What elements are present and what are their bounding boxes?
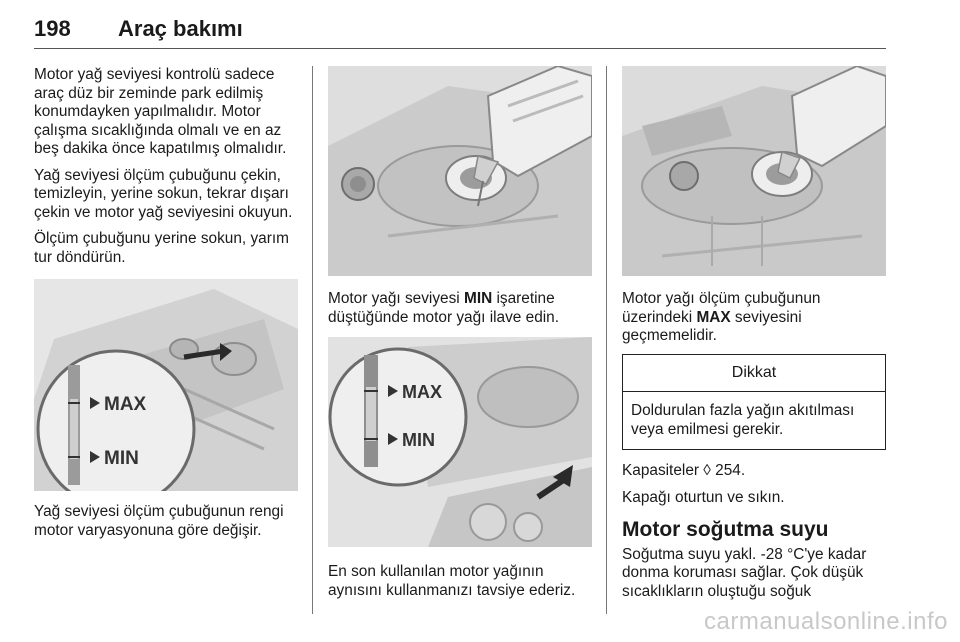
caution-title: Dikkat: [623, 355, 885, 393]
capacity-label: Kapasiteler: [622, 462, 699, 479]
max-label: MAX: [104, 394, 147, 415]
paragraph: [622, 290, 886, 346]
subheading: Motor soğutma suyu: [622, 518, 829, 541]
header-divider: [34, 48, 886, 49]
oil-fill-illustration: [328, 66, 592, 276]
caution-body: Doldurulan fazla yağın akıtılması veya emilmesi gerekir.: [631, 402, 855, 438]
capacity-reference: [622, 462, 886, 481]
min-emphasis: MIN: [464, 290, 493, 307]
min-label: MIN: [104, 448, 139, 469]
paragraph: Soğutma suyu yakl. -28 °C'ye kadar donma koruması sağlar. Çok düşük sıcaklıkların oluştuğu soğuk: [622, 545, 867, 600]
max-label: MAX: [402, 382, 442, 402]
paragraph: [328, 290, 594, 327]
figure-caption: Yağ seviyesi ölçüm çubuğunun rengi motor varyasyonuna göre değişir.: [34, 503, 284, 539]
column-divider: [606, 66, 607, 614]
text-run: işaretine düştüğünde motor yağı ilave edin.: [328, 290, 560, 326]
watermark: carmanualsonline.info: [704, 608, 948, 635]
paragraph: Yağ seviyesi ölçüm çubuğunu çekin, temizleyin, yerine sokun, tekrar dışarı çekin ve motor yağ seviyesini okuyun.: [34, 166, 293, 221]
section-title: Araç bakımı: [118, 16, 243, 41]
text-run: Motor yağı seviyesi: [328, 290, 464, 307]
capacity-page-link[interactable]: 254.: [710, 462, 746, 479]
text-run: Motor yağı ölçüm çubuğunun üzerindeki: [622, 290, 821, 326]
dipstick-min-illustration: [328, 337, 592, 547]
caution-box: [622, 354, 886, 451]
text-run: seviyesini geçmemelidir.: [622, 308, 802, 344]
paragraph: Kapağı oturtun ve sıkın.: [622, 488, 785, 506]
min-label: MIN: [402, 430, 435, 450]
max-emphasis: MAX: [696, 308, 731, 326]
right-column: [622, 66, 886, 609]
left-column: [34, 66, 300, 548]
oil-fill-illustration: [622, 66, 886, 276]
dipstick-illustration: [34, 279, 298, 491]
paragraph: Ölçüm çubuğunu yerine sokun, yarım tur döndürün.: [34, 230, 289, 266]
paragraph: Motor yağ seviyesi kontrolü sadece araç düz bir zeminde park edilmiş konumdayken yapılmalıdır. Motor çalışma sıcaklığında olmalı ve en az beş dakika önce kapatılmış olmalıdır.: [34, 66, 287, 157]
column-divider: [312, 66, 313, 614]
page-number: 198: [34, 16, 71, 41]
paragraph: En son kullanılan motor yağının aynısını kullanmanızı tavsiye ederiz.: [328, 563, 576, 599]
page-reference-icon: ◊: [703, 462, 711, 479]
middle-column: [328, 66, 594, 608]
